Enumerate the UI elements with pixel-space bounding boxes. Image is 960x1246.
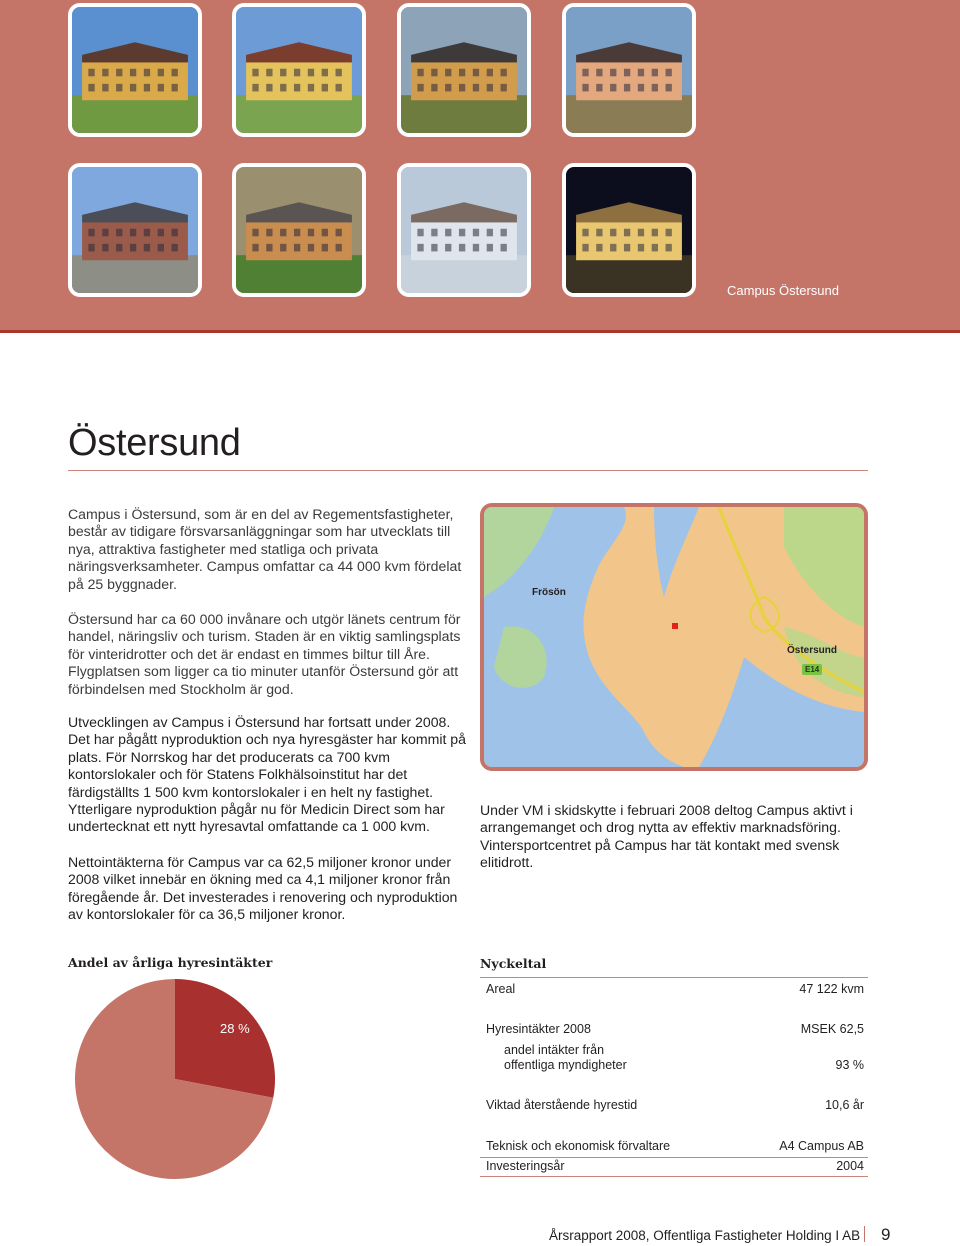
photo-window — [144, 69, 150, 77]
photo-building — [576, 222, 682, 260]
photo-window — [308, 69, 314, 77]
photo-building — [82, 62, 188, 100]
andel-label-line1: andel intäkter från — [504, 1043, 605, 1057]
photo-window — [88, 244, 94, 252]
photo-graphic — [72, 7, 198, 133]
photo-window — [144, 84, 150, 92]
photo-window — [266, 69, 272, 77]
photo-main-building-night — [562, 163, 696, 297]
photo-window — [322, 84, 328, 92]
photo-window — [280, 244, 286, 252]
photo-long-hall-street — [68, 163, 202, 297]
photo-window — [596, 69, 602, 77]
photo-window — [459, 84, 465, 92]
photo-window — [130, 229, 136, 237]
andel-label-line2: offentliga myndigheter — [504, 1058, 627, 1072]
photo-window — [445, 244, 451, 252]
photo-window — [459, 229, 465, 237]
photo-window — [116, 84, 122, 92]
photo-window — [473, 244, 479, 252]
photo-officers-building-spring — [562, 3, 696, 137]
photo-graphic — [566, 7, 692, 133]
photo-window — [610, 244, 616, 252]
photo-window — [102, 84, 108, 92]
photo-window — [652, 84, 658, 92]
photo-window — [294, 229, 300, 237]
photo-yellow-barracks-row — [68, 3, 202, 137]
row-divider — [480, 1157, 868, 1158]
photo-window — [666, 229, 672, 237]
photo-window — [158, 69, 164, 77]
photo-window — [252, 229, 258, 237]
pie-slice-label-28: 28 % — [220, 1021, 250, 1036]
paragraph-city: Östersund har ca 60 000 invånare och utgör länets centrum för handel, näringsliv och turism. Staden är en viktig samlingsplats för vinteridrotter och det är endast en timmes biltur till Åre. Flygplatsen som ligger ca tio minuter utanför Östersund gör att förbindelsen med Stockholm är god. — [68, 611, 461, 697]
photo-window — [473, 229, 479, 237]
investering-value: 2004 — [836, 1159, 864, 1173]
photo-window — [417, 84, 423, 92]
photo-building — [82, 222, 188, 260]
photo-ground — [566, 255, 692, 293]
photo-graphic — [401, 167, 527, 293]
map-graphic — [484, 507, 864, 767]
photo-window — [280, 69, 286, 77]
paragraph-revenue: Nettointäkterna för Campus var ca 62,5 miljoner kronor under 2008 vilket innebär en ökning med ca 4,1 miljoner kronor från föregående år. Det investerades i renovering och nyproduktion av kontorslokaler för ca 36,5 miljoner kronor. — [68, 854, 458, 923]
photo-window — [666, 69, 672, 77]
hyres-value: MSEK 62,5 — [800, 1022, 864, 1036]
title-divider — [68, 470, 868, 471]
photo-window — [431, 84, 437, 92]
photo-window — [652, 244, 658, 252]
forvaltare-label: Teknisk och ekonomisk förvaltare — [486, 1139, 671, 1153]
map-label-ostersund: Östersund — [787, 645, 838, 656]
photo-window — [431, 229, 437, 237]
photo-window — [172, 84, 178, 92]
photo-window — [130, 84, 136, 92]
photo-window — [459, 69, 465, 77]
photo-window — [638, 229, 644, 237]
footer-text: Årsrapport 2008, Offentliga Fastigheter Holding I AB — [549, 1228, 861, 1243]
photo-window — [638, 69, 644, 77]
hyres-label: Hyresintäkter 2008 — [486, 1022, 591, 1036]
photo-window — [266, 84, 272, 92]
photo-window — [501, 69, 507, 77]
paragraph-development: Utvecklingen av Campus i Östersund har fortsatt under 2008. Det har pågått nyproduktion och nya hyresgäster har kommit på plats. För Norrskog har det producerats ca 700 kvm kontorslokaler och för Statens Folkhälsoinstitut har det färdigställts 1 500 kvm kontorslokaler i en helt ny fastighet. Ytterligare nyproduktion pågår nu för Medicin Direct som har undertecknat ett nytt hyresavtal omfattande ca 1 000 kvm. — [68, 714, 466, 835]
photo-window — [638, 84, 644, 92]
photo-window — [280, 84, 286, 92]
photo-window — [252, 84, 258, 92]
photo-ground — [236, 255, 362, 293]
photo-building — [246, 222, 352, 260]
photo-window — [582, 244, 588, 252]
paragraph-biathlon: Under VM i skidskytte i februari 2008 deltog Campus aktivt i arrangemanget och drog nytta av effektiv marknadsföring. Vintersportcentret på Campus har tät kontakt med svensk elitidrott. — [480, 802, 853, 871]
photo-window — [172, 229, 178, 237]
photo-window — [266, 229, 272, 237]
photo-window — [158, 84, 164, 92]
photo-window — [172, 69, 178, 77]
footer-separator — [864, 1226, 865, 1242]
photo-window — [308, 84, 314, 92]
photo-window — [88, 84, 94, 92]
banner-divider — [0, 330, 960, 333]
photo-window — [445, 84, 451, 92]
photo-window — [417, 244, 423, 252]
photo-window — [308, 229, 314, 237]
pie-chart-svg — [74, 978, 276, 1180]
photo-window — [596, 84, 602, 92]
page-title: Östersund — [68, 422, 241, 464]
photo-window — [322, 229, 328, 237]
photo-window — [336, 69, 342, 77]
photo-window — [652, 229, 658, 237]
photo-window — [102, 229, 108, 237]
photo-window — [130, 244, 136, 252]
photo-window — [610, 84, 616, 92]
photo-window — [144, 244, 150, 252]
photo-window — [582, 69, 588, 77]
photo-window — [666, 244, 672, 252]
photo-aerial-winter-city — [397, 163, 531, 297]
photo-window — [501, 244, 507, 252]
photo-yellow-building-glass-entry — [232, 3, 366, 137]
key-figures-heading: Nyckeltal — [480, 956, 547, 971]
photo-window — [459, 244, 465, 252]
photo-ground — [401, 95, 527, 133]
areal-label: Areal — [486, 982, 516, 996]
photo-window — [473, 69, 479, 77]
photo-window — [445, 69, 451, 77]
photo-window — [652, 69, 658, 77]
table-bottom-divider — [480, 1176, 868, 1177]
photo-ground — [401, 255, 527, 293]
photo-ground — [566, 95, 692, 133]
photo-window — [624, 229, 630, 237]
photo-graphic — [72, 167, 198, 293]
photo-window — [596, 229, 602, 237]
photo-window — [624, 69, 630, 77]
photo-window — [252, 244, 258, 252]
photo-window — [445, 229, 451, 237]
photo-window — [294, 244, 300, 252]
photo-window — [252, 69, 258, 77]
photo-graphic — [401, 7, 527, 133]
viktad-label: Viktad återstående hyrestid — [486, 1098, 638, 1112]
photo-ground — [236, 95, 362, 133]
photo-ground — [72, 95, 198, 133]
andel-value: 93 % — [835, 1058, 864, 1072]
photo-window — [487, 244, 493, 252]
photo-window — [336, 229, 342, 237]
photo-building — [576, 62, 682, 100]
photo-window — [322, 69, 328, 77]
photo-window — [116, 69, 122, 77]
photo-building — [411, 222, 517, 260]
photo-graphic — [236, 7, 362, 133]
photo-window — [501, 229, 507, 237]
photo-window — [172, 244, 178, 252]
campus-label: Campus Östersund — [727, 283, 839, 298]
photo-window — [624, 84, 630, 92]
photo-ground — [72, 255, 198, 293]
pie-slice-0 — [175, 979, 275, 1098]
photo-window — [308, 244, 314, 252]
photo-building — [411, 62, 517, 100]
paragraph-intro: Campus i Östersund, som är en del av Regementsfastigheter, består av tidigare försvarsanläggningar som har utvecklats till nya, attraktiva fastigheter med statliga och privata näringsverksamheter. Campus omfattar ca 44 000 kvm fördelat på 25 byggnader. — [68, 506, 462, 592]
viktad-value: 10,6 år — [825, 1098, 864, 1112]
photo-aerial-barracks-lawn — [232, 163, 366, 297]
photo-window — [624, 244, 630, 252]
road-badge-e14: E14 — [802, 664, 822, 675]
photo-window — [294, 69, 300, 77]
key-figures-divider — [480, 977, 868, 978]
photo-barracks-autumn — [397, 3, 531, 137]
photo-window — [666, 84, 672, 92]
photo-window — [487, 84, 493, 92]
photo-window — [158, 244, 164, 252]
photo-window — [88, 69, 94, 77]
areal-value: 47 122 kvm — [799, 982, 864, 996]
pie-chart — [74, 978, 276, 1180]
photo-window — [266, 244, 272, 252]
photo-window — [431, 69, 437, 77]
photo-window — [336, 84, 342, 92]
pie-chart-heading: Andel av årliga hyresintäkter — [68, 955, 273, 970]
campus-marker — [672, 623, 678, 629]
photo-window — [102, 244, 108, 252]
photo-window — [158, 229, 164, 237]
photo-window — [417, 229, 423, 237]
photo-window — [144, 229, 150, 237]
photo-window — [322, 244, 328, 252]
photo-window — [582, 84, 588, 92]
page-number: 9 — [881, 1225, 891, 1244]
photo-window — [487, 229, 493, 237]
photo-window — [610, 69, 616, 77]
photo-graphic — [236, 167, 362, 293]
photo-window — [102, 69, 108, 77]
map-label-froson: Frösön — [532, 587, 566, 598]
photo-window — [501, 84, 507, 92]
photo-window — [336, 244, 342, 252]
photo-window — [596, 244, 602, 252]
photo-building — [246, 62, 352, 100]
photo-window — [116, 244, 122, 252]
photo-window — [417, 69, 423, 77]
photo-window — [116, 229, 122, 237]
photo-window — [473, 84, 479, 92]
photo-graphic — [566, 167, 692, 293]
photo-window — [280, 229, 286, 237]
photo-window — [294, 84, 300, 92]
photo-window — [431, 244, 437, 252]
photo-window — [487, 69, 493, 77]
photo-window — [638, 244, 644, 252]
photo-window — [130, 69, 136, 77]
photo-window — [582, 229, 588, 237]
forvaltare-value: A4 Campus AB — [779, 1139, 864, 1153]
location-map — [480, 503, 868, 771]
photo-window — [88, 229, 94, 237]
investering-label: Investeringsår — [486, 1159, 565, 1173]
photo-window — [610, 229, 616, 237]
